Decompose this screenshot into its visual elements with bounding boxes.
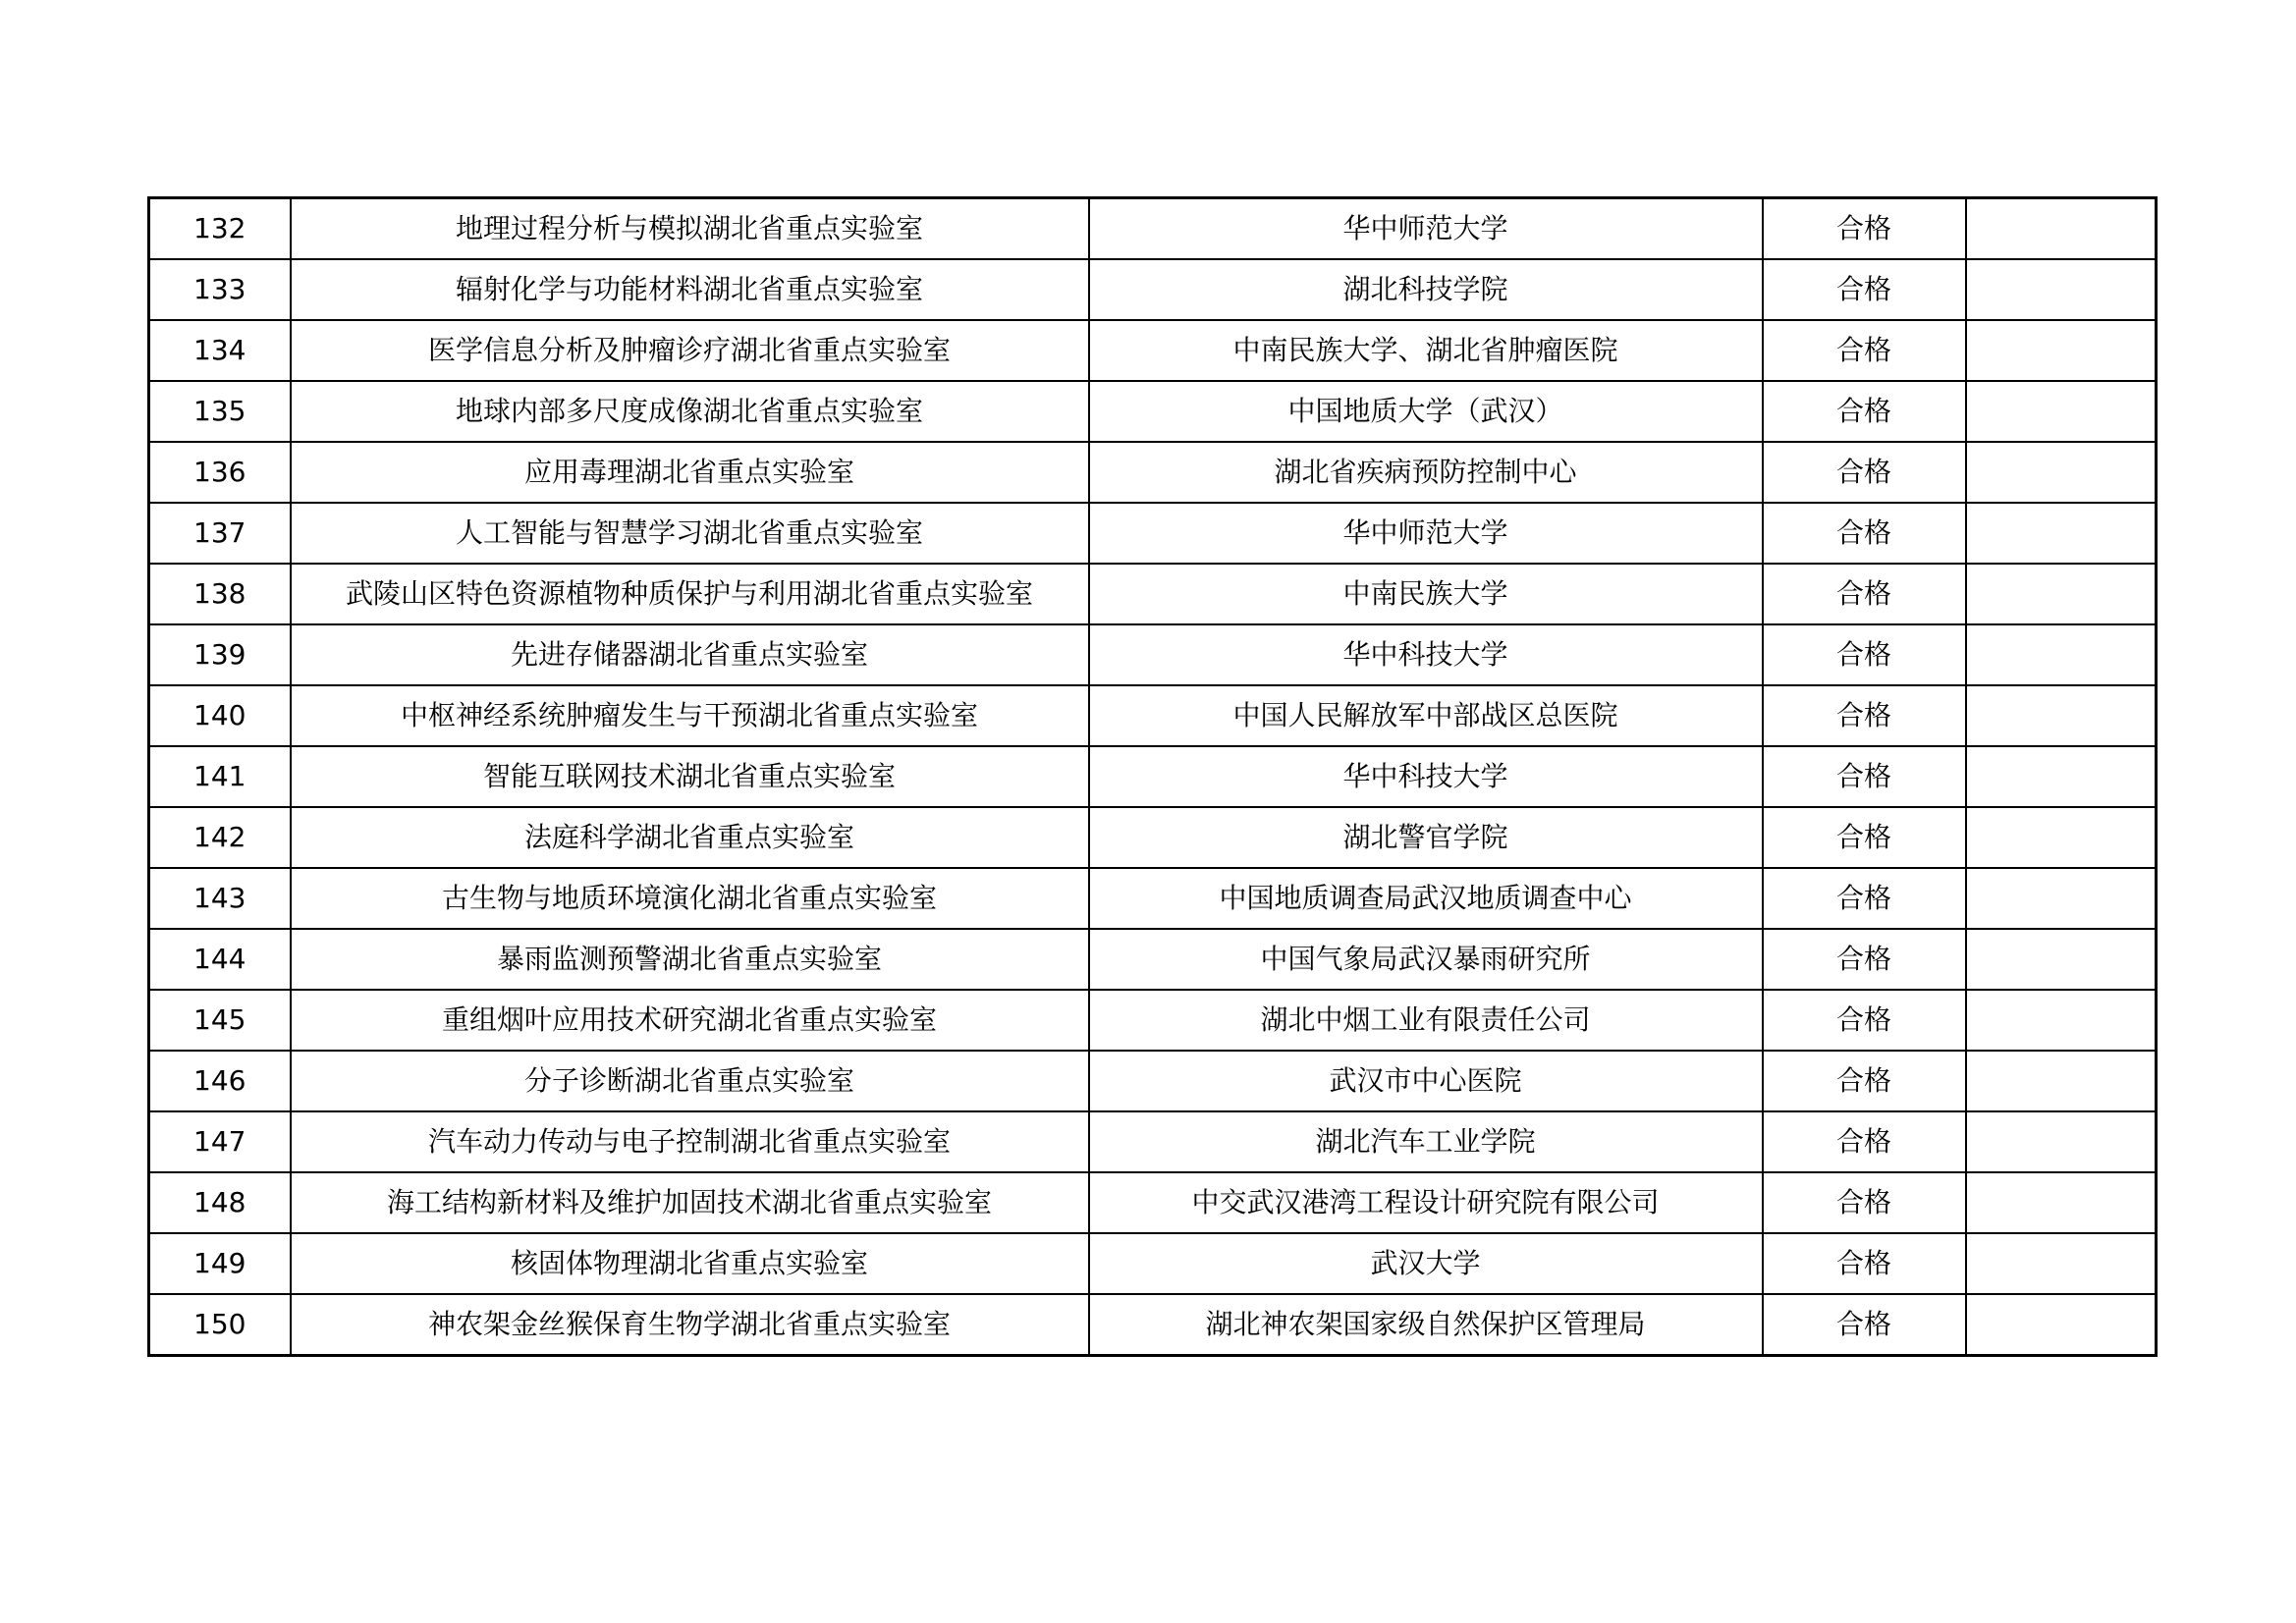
evaluation-result-cell: 合格 bbox=[1763, 685, 1966, 746]
row-number-cell: 140 bbox=[149, 685, 291, 746]
host-unit-cell: 湖北神农架国家级自然保护区管理局 bbox=[1089, 1294, 1763, 1356]
evaluation-result-cell: 合格 bbox=[1763, 1051, 1966, 1111]
table-row bbox=[149, 868, 2157, 929]
evaluation-result-cell: 合格 bbox=[1763, 503, 1966, 564]
host-unit-cell: 武汉大学 bbox=[1089, 1233, 1763, 1294]
lab-name-cell: 法庭科学湖北省重点实验室 bbox=[291, 807, 1089, 868]
evaluation-result-cell: 合格 bbox=[1763, 1233, 1966, 1294]
lab-evaluation-table bbox=[147, 196, 2158, 1357]
host-unit-cell: 湖北中烟工业有限责任公司 bbox=[1089, 990, 1763, 1051]
remarks-cell bbox=[1966, 381, 2157, 442]
host-unit-cell: 中交武汉港湾工程设计研究院有限公司 bbox=[1089, 1172, 1763, 1233]
table-row bbox=[149, 685, 2157, 746]
lab-name-cell: 神农架金丝猴保育生物学湖北省重点实验室 bbox=[291, 1294, 1089, 1356]
table-row bbox=[149, 564, 2157, 624]
lab-name-cell: 中枢神经系统肿瘤发生与干预湖北省重点实验室 bbox=[291, 685, 1089, 746]
table-row bbox=[149, 1111, 2157, 1172]
lab-name-cell: 武陵山区特色资源植物种质保护与利用湖北省重点实验室 bbox=[291, 564, 1089, 624]
host-unit-cell: 中南民族大学、湖北省肿瘤医院 bbox=[1089, 320, 1763, 381]
lab-name-cell: 核固体物理湖北省重点实验室 bbox=[291, 1233, 1089, 1294]
remarks-cell bbox=[1966, 1111, 2157, 1172]
row-number-cell: 135 bbox=[149, 381, 291, 442]
host-unit-cell: 华中师范大学 bbox=[1089, 198, 1763, 260]
evaluation-result-cell: 合格 bbox=[1763, 807, 1966, 868]
host-unit-cell: 中国地质调查局武汉地质调查中心 bbox=[1089, 868, 1763, 929]
row-number-cell: 132 bbox=[149, 198, 291, 260]
host-unit-cell: 中国人民解放军中部战区总医院 bbox=[1089, 685, 1763, 746]
host-unit-cell: 华中科技大学 bbox=[1089, 746, 1763, 807]
lab-name-cell: 智能互联网技术湖北省重点实验室 bbox=[291, 746, 1089, 807]
evaluation-result-cell: 合格 bbox=[1763, 259, 1966, 320]
remarks-cell bbox=[1966, 929, 2157, 990]
table-row bbox=[149, 746, 2157, 807]
evaluation-result-cell: 合格 bbox=[1763, 198, 1966, 260]
table-row bbox=[149, 1233, 2157, 1294]
evaluation-result-cell: 合格 bbox=[1763, 868, 1966, 929]
lab-name-cell: 古生物与地质环境演化湖北省重点实验室 bbox=[291, 868, 1089, 929]
lab-name-cell: 地球内部多尺度成像湖北省重点实验室 bbox=[291, 381, 1089, 442]
remarks-cell bbox=[1966, 442, 2157, 503]
evaluation-result-cell: 合格 bbox=[1763, 990, 1966, 1051]
remarks-cell bbox=[1966, 868, 2157, 929]
table-row bbox=[149, 442, 2157, 503]
remarks-cell bbox=[1966, 259, 2157, 320]
remarks-cell bbox=[1966, 807, 2157, 868]
table-row bbox=[149, 1172, 2157, 1233]
lab-name-cell: 辐射化学与功能材料湖北省重点实验室 bbox=[291, 259, 1089, 320]
lab-name-cell: 分子诊断湖北省重点实验室 bbox=[291, 1051, 1089, 1111]
remarks-cell bbox=[1966, 503, 2157, 564]
lab-name-cell: 汽车动力传动与电子控制湖北省重点实验室 bbox=[291, 1111, 1089, 1172]
remarks-cell bbox=[1966, 1051, 2157, 1111]
lab-name-cell: 人工智能与智慧学习湖北省重点实验室 bbox=[291, 503, 1089, 564]
host-unit-cell: 中国地质大学（武汉） bbox=[1089, 381, 1763, 442]
remarks-cell bbox=[1966, 746, 2157, 807]
host-unit-cell: 湖北警官学院 bbox=[1089, 807, 1763, 868]
lab-name-cell: 暴雨监测预警湖北省重点实验室 bbox=[291, 929, 1089, 990]
row-number-cell: 148 bbox=[149, 1172, 291, 1233]
row-number-cell: 133 bbox=[149, 259, 291, 320]
table-body bbox=[149, 198, 2157, 1356]
row-number-cell: 143 bbox=[149, 868, 291, 929]
remarks-cell bbox=[1966, 624, 2157, 685]
row-number-cell: 149 bbox=[149, 1233, 291, 1294]
lab-name-cell: 先进存储器湖北省重点实验室 bbox=[291, 624, 1089, 685]
table-row bbox=[149, 807, 2157, 868]
lab-name-cell: 医学信息分析及肿瘤诊疗湖北省重点实验室 bbox=[291, 320, 1089, 381]
remarks-cell bbox=[1966, 564, 2157, 624]
row-number-cell: 144 bbox=[149, 929, 291, 990]
remarks-cell bbox=[1966, 1294, 2157, 1356]
evaluation-result-cell: 合格 bbox=[1763, 442, 1966, 503]
lab-name-cell: 重组烟叶应用技术研究湖北省重点实验室 bbox=[291, 990, 1089, 1051]
table-row bbox=[149, 320, 2157, 381]
host-unit-cell: 湖北省疾病预防控制中心 bbox=[1089, 442, 1763, 503]
table-row bbox=[149, 259, 2157, 320]
host-unit-cell: 湖北科技学院 bbox=[1089, 259, 1763, 320]
host-unit-cell: 华中师范大学 bbox=[1089, 503, 1763, 564]
evaluation-result-cell: 合格 bbox=[1763, 624, 1966, 685]
row-number-cell: 139 bbox=[149, 624, 291, 685]
host-unit-cell: 中国气象局武汉暴雨研究所 bbox=[1089, 929, 1763, 990]
row-number-cell: 141 bbox=[149, 746, 291, 807]
row-number-cell: 150 bbox=[149, 1294, 291, 1356]
table-row bbox=[149, 503, 2157, 564]
host-unit-cell: 湖北汽车工业学院 bbox=[1089, 1111, 1763, 1172]
remarks-cell bbox=[1966, 1172, 2157, 1233]
evaluation-result-cell: 合格 bbox=[1763, 564, 1966, 624]
evaluation-result-cell: 合格 bbox=[1763, 746, 1966, 807]
row-number-cell: 137 bbox=[149, 503, 291, 564]
table-row bbox=[149, 1051, 2157, 1111]
row-number-cell: 145 bbox=[149, 990, 291, 1051]
evaluation-result-cell: 合格 bbox=[1763, 381, 1966, 442]
host-unit-cell: 武汉市中心医院 bbox=[1089, 1051, 1763, 1111]
evaluation-result-cell: 合格 bbox=[1763, 1172, 1966, 1233]
evaluation-result-cell: 合格 bbox=[1763, 320, 1966, 381]
table-row bbox=[149, 381, 2157, 442]
evaluation-result-cell: 合格 bbox=[1763, 1111, 1966, 1172]
host-unit-cell: 华中科技大学 bbox=[1089, 624, 1763, 685]
table-row bbox=[149, 929, 2157, 990]
lab-name-cell: 海工结构新材料及维护加固技术湖北省重点实验室 bbox=[291, 1172, 1089, 1233]
row-number-cell: 134 bbox=[149, 320, 291, 381]
evaluation-result-cell: 合格 bbox=[1763, 929, 1966, 990]
remarks-cell bbox=[1966, 1233, 2157, 1294]
row-number-cell: 142 bbox=[149, 807, 291, 868]
remarks-cell bbox=[1966, 685, 2157, 746]
remarks-cell bbox=[1966, 198, 2157, 260]
remarks-cell bbox=[1966, 990, 2157, 1051]
host-unit-cell: 中南民族大学 bbox=[1089, 564, 1763, 624]
row-number-cell: 136 bbox=[149, 442, 291, 503]
table-row bbox=[149, 198, 2157, 260]
remarks-cell bbox=[1966, 320, 2157, 381]
row-number-cell: 138 bbox=[149, 564, 291, 624]
table-row bbox=[149, 990, 2157, 1051]
row-number-cell: 147 bbox=[149, 1111, 291, 1172]
table-row bbox=[149, 1294, 2157, 1356]
lab-name-cell: 地理过程分析与模拟湖北省重点实验室 bbox=[291, 198, 1089, 260]
evaluation-result-cell: 合格 bbox=[1763, 1294, 1966, 1356]
table-row bbox=[149, 624, 2157, 685]
lab-name-cell: 应用毒理湖北省重点实验室 bbox=[291, 442, 1089, 503]
row-number-cell: 146 bbox=[149, 1051, 291, 1111]
